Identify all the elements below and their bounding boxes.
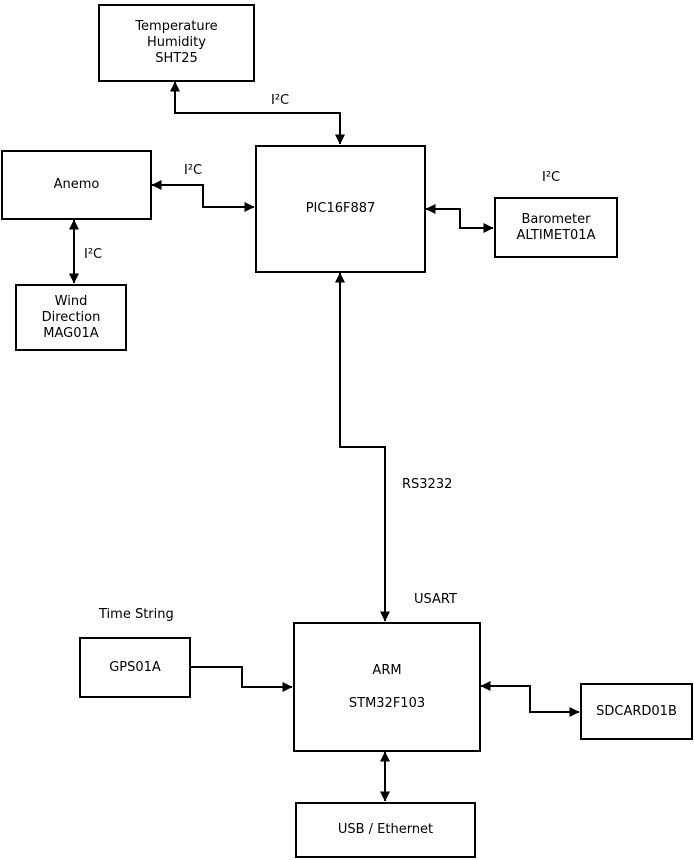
node-sdcard01b [580,683,693,740]
node-label-line: GPS01A [109,659,161,675]
node-label-line: ALTIMET01A [516,227,596,243]
node-barometer-altimet01a [494,197,618,258]
node-label-line: USB / Ethernet [337,822,434,837]
node-label-line: Humidity [147,35,206,50]
node-wind-direction-mag01a [15,284,127,351]
node-label-line: Temperature [135,19,218,34]
node-label-line: Direction [41,309,101,325]
edge-pic-to-sht25-i2c [175,82,340,144]
edge-label-i2c-wind: I²C [84,247,103,262]
node-label-line: SHT25 [155,51,198,66]
edge-pic-to-arm-rs3232 [340,273,385,621]
edge-arm-to-sdcard [481,686,579,712]
edge-label-time-string: Time String [99,607,174,622]
edge-pic-to-barometer-i2c [426,209,493,228]
edge-gps-to-arm-time-string [191,667,292,687]
node-label-line: Barometer [521,211,591,227]
node-label-line: STM32F103 [348,695,426,711]
node-usb-ethernet [295,802,476,858]
node-temperature-humidity-sht25 [98,4,255,82]
edge-label-usart: USART [414,592,457,607]
node-anemo [1,150,152,220]
node-label-line: MAG01A [43,325,99,341]
node-label-line: Wind [54,293,88,309]
node-label-line: SDCARD01B [596,703,677,719]
node-label-line: PIC16F887 [305,201,376,216]
node-gps01a [79,637,191,698]
edge-label-rs3232: RS3232 [402,477,453,492]
node-arm-stm32f103 [293,622,481,752]
edge-label-i2c-sht25: I²C [271,93,290,108]
node-pic16f887 [255,145,426,273]
node-label-line: ARM [372,662,402,678]
edge-label-i2c-anemo: I²C [184,163,203,178]
edge-label-i2c-barometer: I²C [542,170,561,185]
edge-pic-to-anemo-i2c [152,185,254,207]
node-label-line: Anemo [53,177,100,192]
